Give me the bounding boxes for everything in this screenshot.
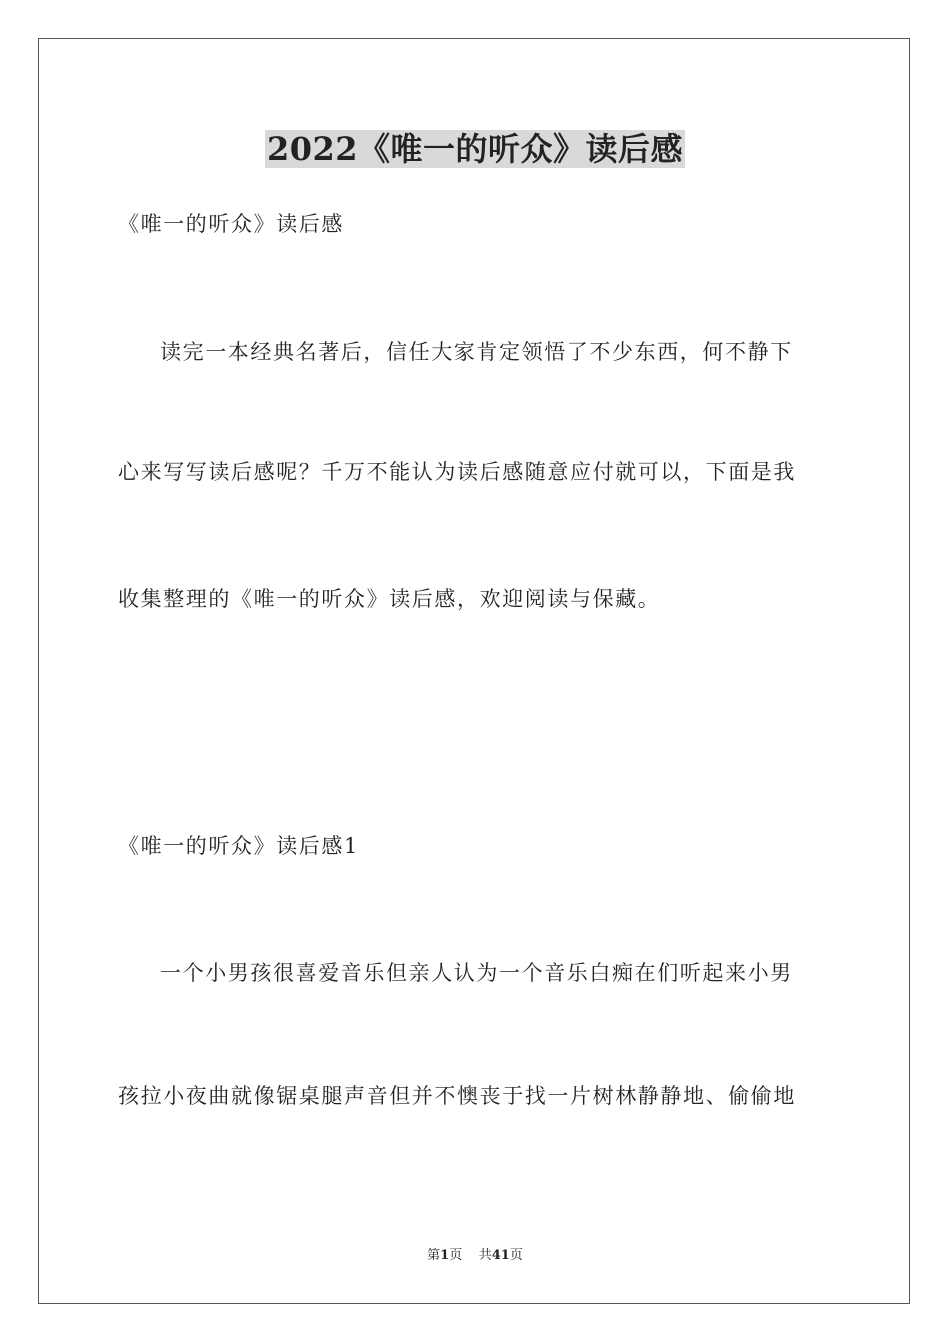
page-suffix: 页 [449,1248,463,1263]
total-suffix: 页 [509,1248,523,1263]
page-footer [0,1247,950,1265]
section-heading: 《唯一的听众》读后感1 [118,834,359,858]
page-number: 1 [440,1248,450,1263]
page-prefix: 第 [427,1248,441,1263]
section-line-1: 一个小男孩很喜爱音乐但亲人认为一个音乐白痴在们听起来小男 [160,961,793,985]
intro-line-2: 心来写写读后感呢？千万不能认为读后感随意应付就可以，下面是我 [118,460,796,484]
section-line-2: 孩拉小夜曲就像锯桌腿声音但并不懊丧于找一片树林静静地、偷偷地 [118,1084,796,1108]
total-prefix: 共 [478,1248,492,1263]
intro-line-1: 读完一本经典名著后，信任大家肯定领悟了不少东西，何不静下 [160,340,793,364]
total-pages: 41 [491,1248,510,1263]
document-title [0,126,950,172]
document-title-text: 2022《唯一的听众》读后感 [266,130,684,168]
document-subtitle: 《唯一的听众》读后感 [118,212,344,236]
intro-line-3: 收集整理的《唯一的听众》读后感，欢迎阅读与保藏。 [118,587,661,611]
